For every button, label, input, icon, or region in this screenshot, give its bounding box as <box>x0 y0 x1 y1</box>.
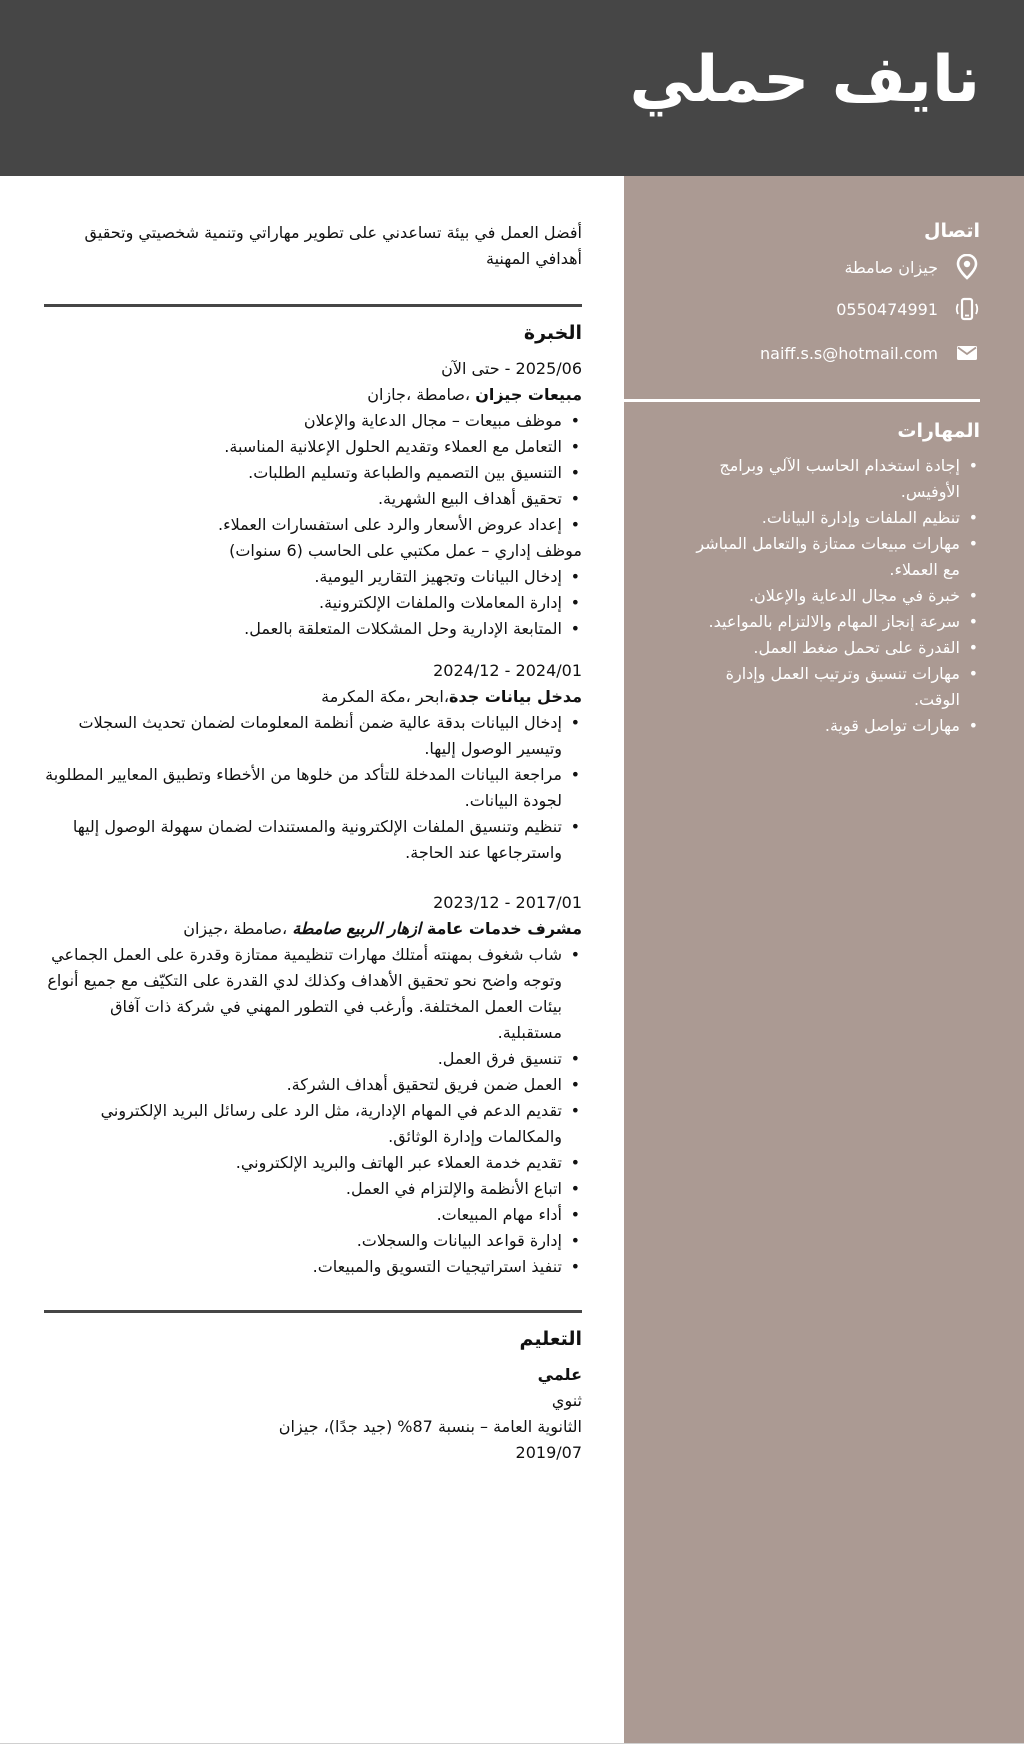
skill-item: • مهارات تنسيق وترتيب العمل وإدارة الوقت. <box>690 661 980 713</box>
skill-item: • مهارات تواصل قوية. <box>690 713 980 739</box>
skill-item: • خبرة في مجال الدعاية والإعلان. <box>690 583 980 609</box>
education-entry <box>44 1362 582 1466</box>
job-bullet: • إدخال البيانات بدقة عالية ضمن أنظمة المعلومات لضمان تحديث السجلات وتيسير الوصول إليها. <box>44 710 582 762</box>
education-level: ثنوي <box>551 1391 582 1410</box>
skill-item: • سرعة إنجاز المهام والالتزام بالمواعيد. <box>690 609 980 635</box>
job-entry <box>44 356 582 642</box>
job-bullet: • شاب شغوف بمهنته أمتلك مهارات تنظيمية ممتازة وقدرة على العمل الجماعي وتوجه واضح نحو تحقيق الأهداف وكذلك لدي القدرة على التكيّف مع جميع أنواع بيئات العمل المختلفة. وأرغب في التطور المهني في شركة ذات آفاق مستقبلية. <box>44 942 582 1046</box>
person-name: نايف حملي <box>629 43 980 117</box>
job-bullet: • إدخال البيانات وتجهيز التقارير اليومية. <box>44 564 582 590</box>
job-bullet: • مراجعة البيانات المدخلة للتأكد من خلوها من الأخطاء وتطبيق المعايير المطلوبة لجودة البيانات. <box>44 762 582 814</box>
contact-email <box>760 338 982 368</box>
education-detail: الثانوية العامة – بنسبة 87% (جيد جدًا)، جيزان <box>278 1417 582 1436</box>
skill-item: • القدرة على تحمل ضغط العمل. <box>690 635 980 661</box>
education-heading: التعليم <box>519 1328 582 1350</box>
job-entry <box>44 890 582 1280</box>
job-bullet: • التعامل مع العملاء وتقديم الحلول الإعلانية المناسبة. <box>44 434 582 460</box>
job-date: 2024/01 - 2024/12 <box>433 661 582 680</box>
page-bottom-edge <box>0 1743 1024 1748</box>
phone-icon <box>952 294 982 324</box>
job-company: مبيعات جيزان <box>475 385 582 404</box>
education-date: 2019/07 <box>515 1443 582 1462</box>
job-bullet: • التنسيق بين التصميم والطباعة وتسليم الطلبات. <box>44 460 582 486</box>
job-bullet: • المتابعة الإدارية وحل المشكلات المتعلقة بالعمل. <box>44 616 582 642</box>
job-entry <box>44 658 582 866</box>
mail-icon <box>952 338 982 368</box>
sidebar <box>624 176 1024 1743</box>
main-content <box>44 176 582 1743</box>
job-title-line <box>44 382 582 408</box>
sidebar-divider <box>624 399 980 402</box>
contact-phone-text: 0550474991 <box>836 299 938 319</box>
job-bullets <box>44 942 582 1280</box>
contact-location-text: جيزان صامطة <box>844 257 938 277</box>
job-date: 2025/06 - حتى الآن <box>441 359 582 378</box>
job-bullet: • موظف مبيعات – مجال الدعاية والإعلان <box>44 408 582 434</box>
job-title-line <box>44 684 582 710</box>
job-bullets <box>44 710 582 866</box>
skills-list <box>690 453 980 739</box>
job-bullet: • أداء مهام المبيعات. <box>44 1202 582 1228</box>
contact-email-text: naiff.s.s@hotmail.com <box>760 343 938 363</box>
job-bullet: • تقديم الدعم في المهام الإدارية، مثل الرد على رسائل البريد الإلكتروني والمكالمات وإدارة الوثائق. <box>44 1098 582 1150</box>
job-location: ،صامطة ،جيزان <box>183 919 288 938</box>
contact-location <box>844 252 982 282</box>
location-pin-icon <box>952 252 982 282</box>
skill-item: • مهارات مبيعات ممتازة والتعامل المباشر مع العملاء. <box>690 531 980 583</box>
job-bullet: • تحقيق أهداف البيع الشهرية. <box>44 486 582 512</box>
job-location: ،صامطة ،جازان <box>367 385 471 404</box>
header-banner <box>0 0 1024 176</box>
section-divider <box>44 1310 582 1313</box>
job-location: ،ابحر ،مكة المكرمة <box>321 687 450 706</box>
job-title-line <box>44 916 582 942</box>
job-date: 2017/01 - 2023/12 <box>433 893 582 912</box>
job-bullet: • إدارة المعاملات والملفات الإلكترونية. <box>44 590 582 616</box>
job-bullet: • العمل ضمن فريق لتحقيق أهداف الشركة. <box>44 1072 582 1098</box>
job-bullets <box>44 564 582 642</box>
experience-heading: الخبرة <box>523 322 582 344</box>
contact-phone <box>836 294 982 324</box>
job-bullet: • تنسيق فرق العمل. <box>44 1046 582 1072</box>
skill-item: • تنظيم الملفات وإدارة البيانات. <box>690 505 980 531</box>
job-bullet: • تقديم خدمة العملاء عبر الهاتف والبريد الإلكتروني. <box>44 1150 582 1176</box>
job-bullet: • تنفيذ استراتيجيات التسويق والمبيعات. <box>44 1254 582 1280</box>
job-company: ازهار الربيع صامطة <box>292 919 422 938</box>
skill-item: • إجادة استخدام الحاسب الآلي وبرامج الأوفيس. <box>690 453 980 505</box>
job-bullet: • إدارة قواعد البيانات والسجلات. <box>44 1228 582 1254</box>
skills-heading: المهارات <box>897 420 980 442</box>
section-divider <box>44 304 582 307</box>
job-company: مدخل بيانات جدة <box>449 687 582 706</box>
job-bullets <box>44 408 582 538</box>
job-role: مشرف خدمات عامة ازهار الربيع صامطة <box>292 919 582 938</box>
contact-heading: اتصال <box>924 220 980 242</box>
objective-text: أفضل العمل في بيئة تساعدني على تطوير مهاراتي وتنمية شخصيتي وتحقيق أهدافي المهنية <box>84 223 582 268</box>
education-field: علمي <box>537 1365 582 1384</box>
job-bullet: • اتباع الأنظمة والإلتزام في العمل. <box>44 1176 582 1202</box>
job-subrole: موظف إداري – عمل مكتبي على الحاسب (6 سنوات) <box>229 541 582 560</box>
job-bullet: • إعداد عروض الأسعار والرد على استفسارات العملاء. <box>44 512 582 538</box>
job-bullet: • تنظيم وتنسيق الملفات الإلكترونية والمستندات لضمان سهولة الوصول إليها واسترجاعها عند الحاجة. <box>44 814 582 866</box>
